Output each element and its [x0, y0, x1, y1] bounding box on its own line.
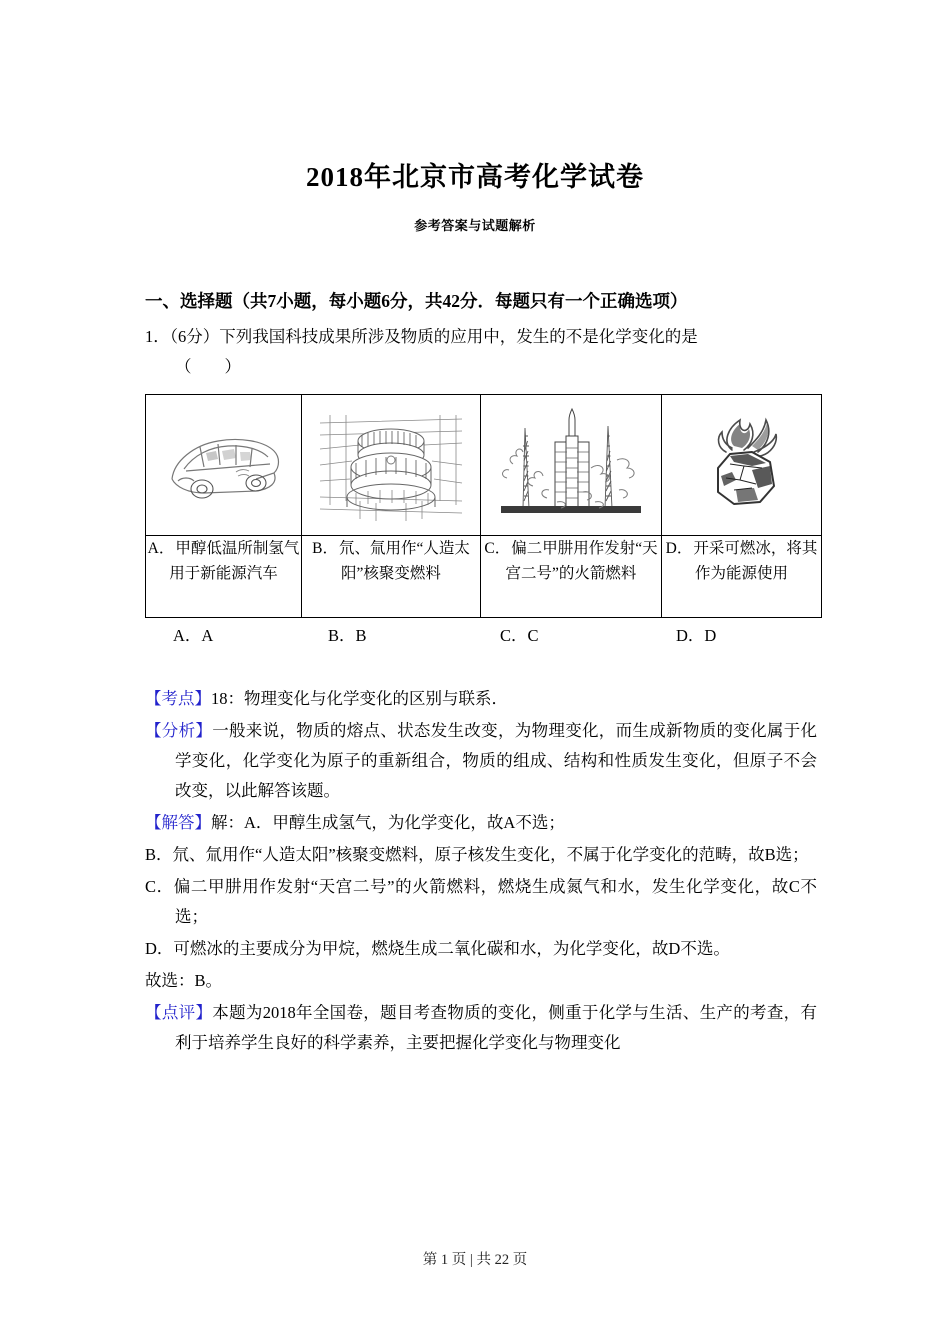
- jieda-line-a: 解：A．甲醇生成氢气，为化学变化，故A不选；: [211, 813, 565, 832]
- rocket-launch-sketch-icon: [481, 395, 661, 535]
- jieda-paragraph-d: [145, 934, 817, 964]
- dianping-tag: 【点评】: [145, 1003, 213, 1022]
- analysis-section: [145, 684, 817, 1058]
- section-heading: 一、选择题（共7小题，每小题6分，共42分．每题只有一个正确选项）: [145, 291, 688, 311]
- option-b-caption: [302, 536, 481, 618]
- choice-a[interactable]: A．A: [173, 626, 214, 645]
- table-row-captions: [146, 536, 822, 618]
- option-c-caption: [481, 536, 662, 618]
- option-a-figure-cell: [146, 395, 302, 536]
- question-1-answer-blank: （ ）: [175, 357, 241, 376]
- choice-d[interactable]: D．D: [676, 626, 717, 645]
- option-a-caption: [146, 536, 302, 618]
- option-a-label: A．: [147, 540, 175, 557]
- jieda-paragraph-a: [145, 808, 817, 838]
- option-b-figure-cell: [302, 395, 481, 536]
- jieda-paragraph-c: [145, 872, 817, 932]
- fenxi-paragraph: [145, 716, 817, 806]
- document-body: [145, 286, 817, 1060]
- question-1-options-table: [145, 394, 822, 618]
- fenxi-text: 一般来说，物质的熔点、状态发生改变，为物理变化，而生成新物质的变化属于化学变化，化学变化为原子的重新组合，物质的组成、结构和性质发生变化，但原子不会改变，以此解答该题。: [175, 721, 818, 800]
- page-footer: 第 1 页 | 共 22 页: [422, 1252, 528, 1268]
- option-b-label: B．: [312, 540, 338, 557]
- fusion-reactor-sketch-icon: [302, 395, 480, 535]
- hydrogen-fuel-car-sketch-icon: [146, 395, 301, 535]
- option-d-caption: [662, 536, 822, 618]
- option-d-figure-cell: [662, 395, 822, 536]
- jieda-paragraph-b: [145, 840, 817, 870]
- option-c-label: C．: [484, 540, 511, 557]
- jieda-tag: 【解答】: [145, 813, 211, 832]
- burning-ice-sketch-icon: [662, 395, 821, 535]
- kaodian-tag: 【考点】: [145, 689, 211, 708]
- question-1-choices: [145, 622, 817, 656]
- option-a-text: 甲醇低温所制氢气用于新能源汽车: [169, 540, 300, 582]
- jieda-line-c: C．偏二甲肼用作发射“天宫二号”的火箭燃料，燃烧生成氮气和水，发生化学变化，故C不选；: [145, 877, 817, 926]
- jieda-line-d: D．可燃冰的主要成分为甲烷，燃烧生成二氧化碳和水，为化学变化，故D不选。: [145, 939, 730, 958]
- dianping-paragraph: [145, 998, 817, 1058]
- option-c-figure-cell: [481, 395, 662, 536]
- choice-c[interactable]: C．C: [500, 626, 539, 645]
- option-d-label: D．: [665, 540, 693, 557]
- option-d-text: 开采可燃冰，将其作为能源使用: [693, 540, 818, 582]
- choice-b[interactable]: B．B: [328, 626, 367, 645]
- jieda-conclusion: 故选：B。: [145, 971, 223, 990]
- option-b-text: 氘、氚用作“人造太阳”核聚变燃料: [338, 540, 470, 582]
- jieda-line-b: B．氘、氚用作“人造太阳”核聚变燃料，原子核发生变化，不属于化学变化的范畴，故B选；: [145, 845, 809, 864]
- kaodian-text: 18：物理变化与化学变化的区别与联系．: [211, 689, 508, 708]
- question-1-stem: 1．（6分）下列我国科技成果所涉及物质的应用中，发生的不是化学变化的是: [145, 327, 698, 346]
- kaodian-paragraph: [145, 684, 817, 714]
- fenxi-tag: 【分析】: [145, 721, 213, 740]
- page-subtitle: 参考答案与试题解析: [414, 218, 536, 233]
- table-row-figures: [146, 395, 822, 536]
- option-c-text: 偏二甲肼用作发射“天宫二号”的火箭燃料: [505, 540, 658, 582]
- page-title: 2018年北京市高考化学试卷: [306, 162, 644, 192]
- dianping-text: 本题为2018年全国卷，题目考查物质的变化，侧重于化学与生活、生产的考查，有利于培养学生良好的科学素养，主要把握化学变化与物理变化: [175, 1003, 818, 1052]
